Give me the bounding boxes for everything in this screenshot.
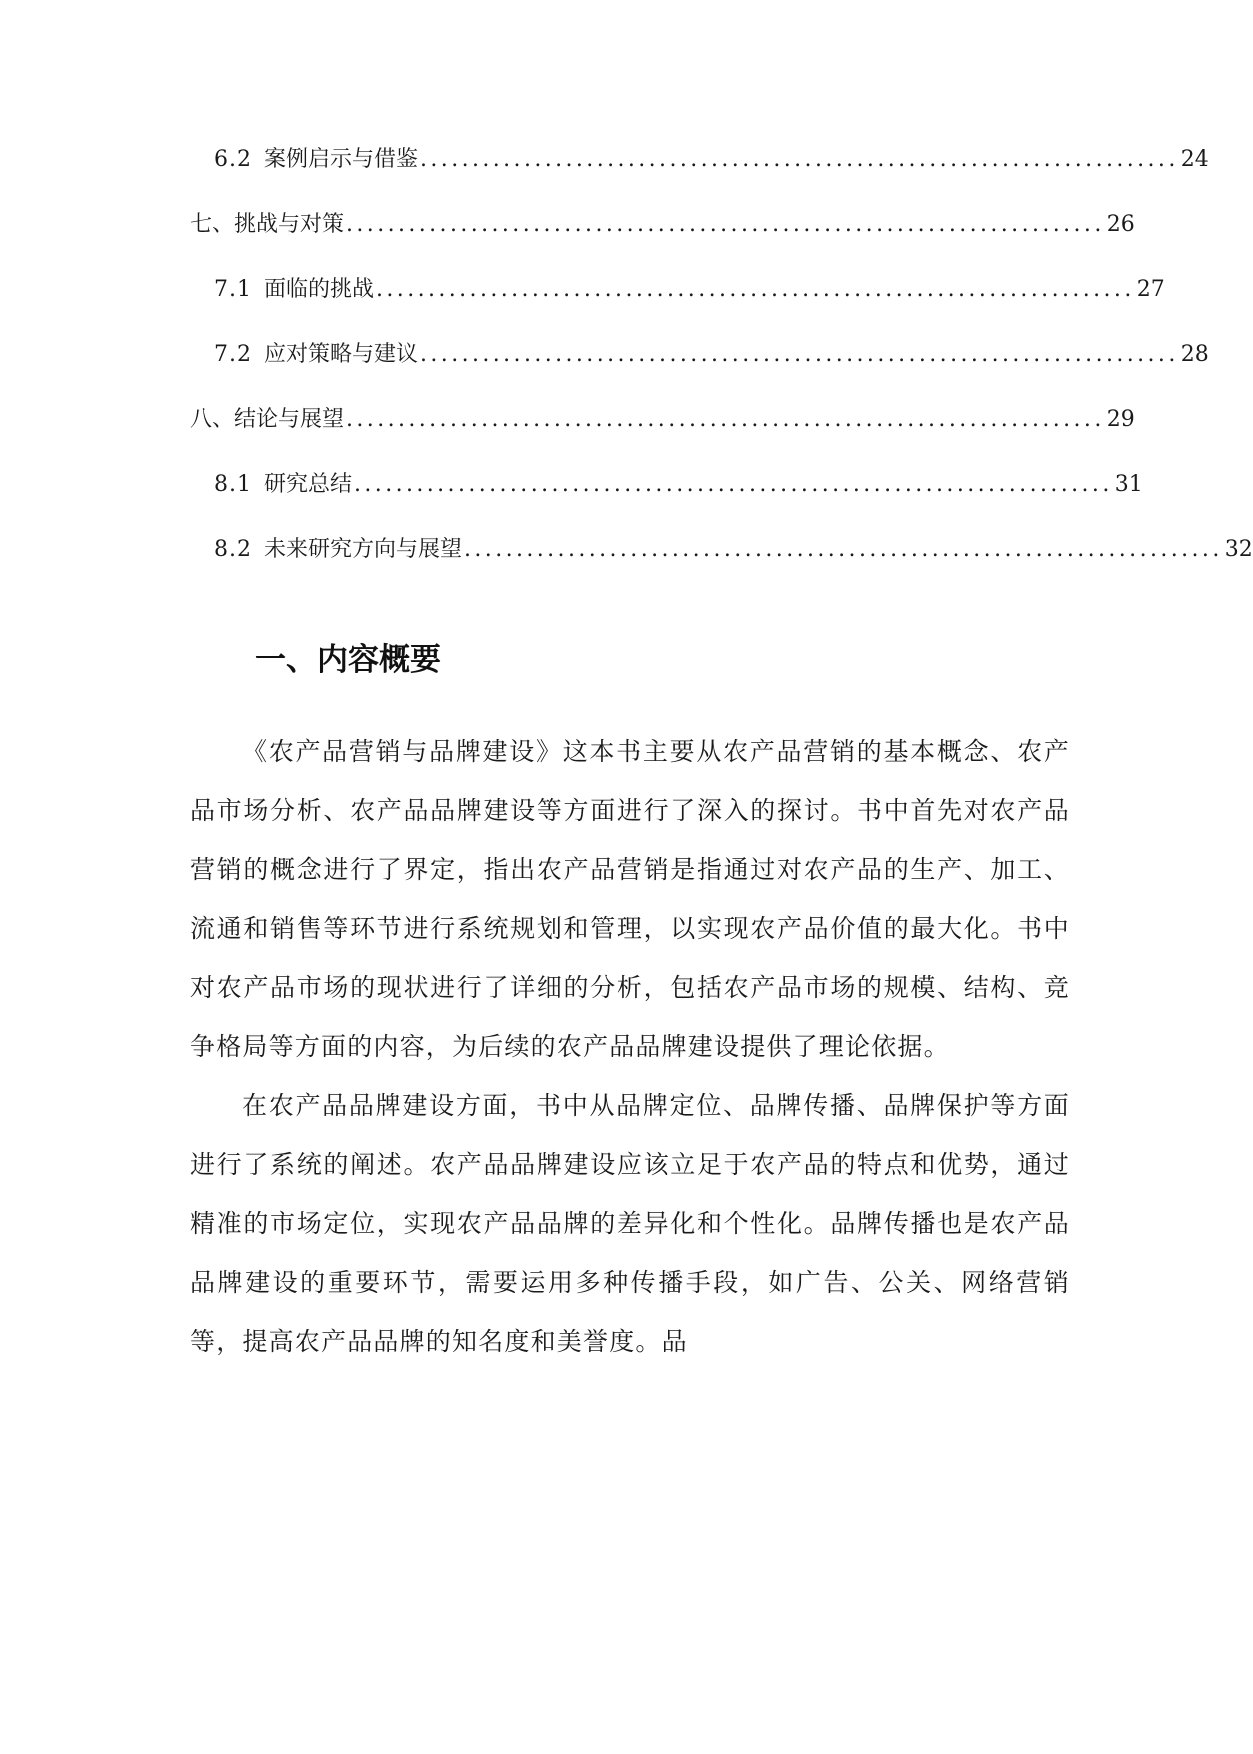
toc-entry-title: 案例启示与借鉴 [264,147,419,172]
toc-entry-number: 7.1 [214,277,252,302]
toc-entry-page: 29 [1106,407,1135,432]
body-paragraph: 在农产品品牌建设方面，书中从品牌定位、品牌传播、品牌保护等方面进行了系统的阐述。农产品品牌建设应该立足于农产品的特点和优势，通过精准的市场定位，实现农产品品牌的差异化和个性化。品牌传播也是农产品品牌建设的重要环节，需要运用多种传播手段，如广告、公关、网络营销等，提高农产品品牌的知名度和美誉度。品 [190,1091,1070,1356]
toc-dot-leader: ......................................................................... [354,472,1113,497]
toc-entry-number: 7.2 [214,342,252,367]
toc-entry-page: 31 [1114,472,1143,497]
toc-dot-leader: ......................................................................... [376,277,1135,302]
toc-dot-leader: ......................................................................... [420,342,1179,367]
toc-entry[interactable] [190,275,1165,340]
toc-dot-leader: ......................................................................... [464,537,1223,562]
toc-entry-title: 研究总结 [264,472,353,497]
toc-entry-number: 6.2 [214,147,252,172]
body-paragraph: 《农产品营销与品牌建设》这本书主要从农产品营销的基本概念、农产品市场分析、农产品品牌建设等方面进行了深入的探讨。书中首先对农产品营销的概念进行了界定，指出农产品营销是指通过对农产品的生产、加工、流通和销售等环节进行系统规划和管理，以实现农产品价值的最大化。书中对农产品市场的现状进行了详细的分析，包括农产品市场的规模、结构、竞争格局等方面的内容，为后续的农产品品牌建设提供了理论依据。 [190,737,1070,1061]
toc-entry[interactable] [190,210,1135,275]
table-of-contents [190,145,1253,600]
toc-dot-leader: ......................................................................... [346,212,1105,237]
toc-entry[interactable] [190,535,1253,600]
toc-entry-page: 24 [1180,147,1209,172]
toc-entry-title: 八、结论与展望 [190,407,345,432]
toc-entry[interactable] [190,340,1209,405]
toc-entry-title: 应对策略与建议 [264,342,419,367]
toc-entry[interactable] [190,405,1135,470]
toc-entry[interactable] [190,145,1209,210]
toc-entry-number: 8.2 [214,537,252,562]
toc-entry-page: 28 [1180,342,1209,367]
toc-entry-title: 七、挑战与对策 [190,212,345,237]
section-body [190,722,1070,1371]
toc-entry-page: 27 [1136,277,1165,302]
toc-entry[interactable] [190,470,1143,535]
section-heading: 一、内容概要 [255,642,441,678]
toc-dot-leader: ......................................................................... [420,147,1179,172]
toc-entry-title: 面临的挑战 [264,277,375,302]
toc-entry-page: 32 [1224,537,1253,562]
toc-dot-leader: ......................................................................... [346,407,1105,432]
toc-entry-title: 未来研究方向与展望 [264,537,463,562]
toc-entry-page: 26 [1106,212,1135,237]
toc-entry-number: 8.1 [214,472,252,497]
